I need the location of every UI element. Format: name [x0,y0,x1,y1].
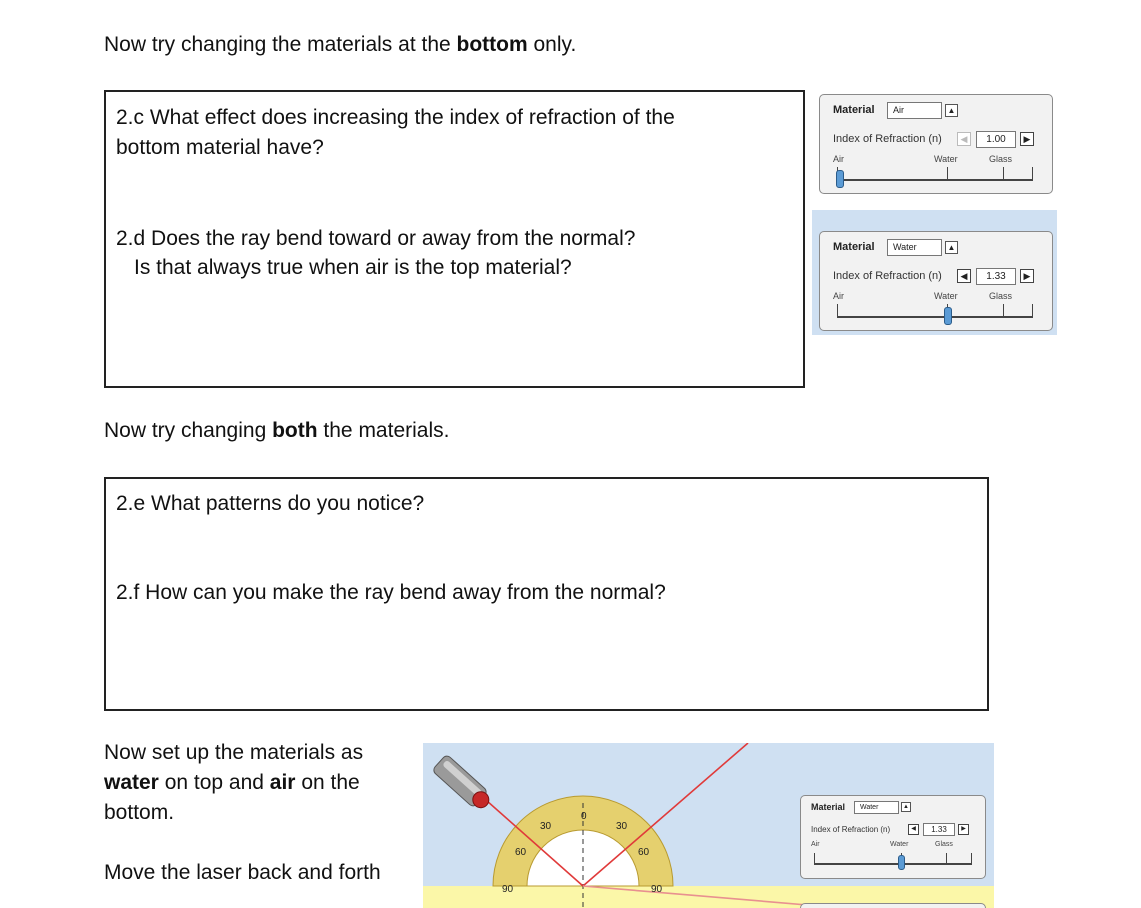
slider-tick [1032,304,1033,317]
tick-label-air: Air [811,841,820,848]
slider-tick [814,853,815,864]
protractor-label: 30 [616,821,628,832]
question-2d-line2: Is that always true when air is the top material? [134,256,572,279]
laser-icon[interactable] [432,754,494,813]
material-select[interactable]: Air [887,102,942,119]
protractor-label: 0 [581,811,587,822]
slider-track [814,863,972,865]
material-label: Material [833,241,875,253]
question-2f: 2.f How can you make the ray bend away from the normal? [116,581,666,604]
setup-line-2 [104,768,360,798]
tick-label-air: Air [833,291,844,301]
material-label: Material [811,802,846,812]
slider-tick [837,304,838,317]
setup-move: Move the laser back and forth [104,861,381,884]
setup-text: on top and [158,771,270,794]
index-label: Index of Refraction (n) [811,825,891,834]
dropdown-arrow-icon[interactable]: ▲ [945,104,958,117]
tick-label-water: Water [890,841,909,848]
protractor-label: 60 [515,847,527,858]
slider-tick [971,853,972,864]
question-2c-line2: bottom material have? [116,136,324,159]
instruction-text: the materials. [317,419,450,442]
index-value[interactable]: 1.33 [976,268,1016,285]
slider-tick [947,167,948,180]
protractor-label: 30 [540,821,552,832]
material-label: Material [833,104,875,116]
material-panel-bottom [819,231,1053,331]
slider-tick [1032,167,1033,180]
tick-label-glass: Glass [935,841,953,848]
protractor-label: 60 [638,847,650,858]
slider-tick [946,853,947,864]
setup-line-1: Now set up the materials as [104,741,364,764]
slider-thumb[interactable] [836,170,844,188]
index-label: Index of Refraction (n) [833,133,942,145]
instruction-text: Now try changing [104,419,273,442]
instruction-both [104,416,449,446]
decrease-button[interactable]: ◀ [957,269,971,283]
decrease-button[interactable]: ◀ [908,824,919,835]
tick-label-glass: Glass [989,291,1013,301]
material-select[interactable]: Water [854,801,899,814]
increase-button[interactable]: ▶ [1020,132,1034,146]
material-panel-sim [800,795,986,879]
instruction-text: Now try changing the materials at the [104,33,457,56]
slider-tick [1003,167,1004,180]
simulation-view [423,743,994,908]
index-value[interactable]: 1.00 [976,131,1016,148]
index-label: Index of Refraction (n) [833,270,942,282]
setup-text: on the [295,771,360,794]
tick-label-air: Air [833,154,844,164]
instruction-bold: bottom [456,33,528,56]
slider-tick [1003,304,1004,317]
dropdown-arrow-icon[interactable]: ▲ [901,802,911,812]
slider-thumb[interactable] [898,855,905,870]
instruction-text: only. [527,33,577,56]
material-panel-sim-bottom [800,903,986,908]
decrease-button[interactable]: ◀ [957,132,971,146]
question-2c-line1: 2.c What effect does increasing the index of refraction of the [116,106,675,129]
increase-button[interactable]: ▶ [1020,269,1034,283]
tick-label-water: Water [934,154,958,164]
tick-label-glass: Glass [989,154,1013,164]
question-2e: 2.e What patterns do you notice? [116,492,425,515]
slider-thumb[interactable] [944,307,952,325]
material-panel-top [819,94,1053,194]
index-value[interactable]: 1.33 [923,823,955,836]
increase-button[interactable]: ▶ [958,824,969,835]
instruction-bold: both [272,419,318,442]
setup-bold-water: water [104,771,159,794]
question-2d-line1: 2.d Does the ray bend toward or away from the normal? [116,227,636,250]
tick-label-water: Water [934,291,958,301]
setup-line-3: bottom. [104,801,175,824]
protractor-label: 90 [651,884,663,895]
material-select[interactable]: Water [887,239,942,256]
setup-bold-air: air [269,771,296,794]
answer-box-2[interactable] [104,477,989,711]
dropdown-arrow-icon[interactable]: ▲ [945,241,958,254]
instruction-bottom [104,30,576,60]
protractor-label: 90 [502,884,514,895]
answer-box-1[interactable] [104,90,805,388]
